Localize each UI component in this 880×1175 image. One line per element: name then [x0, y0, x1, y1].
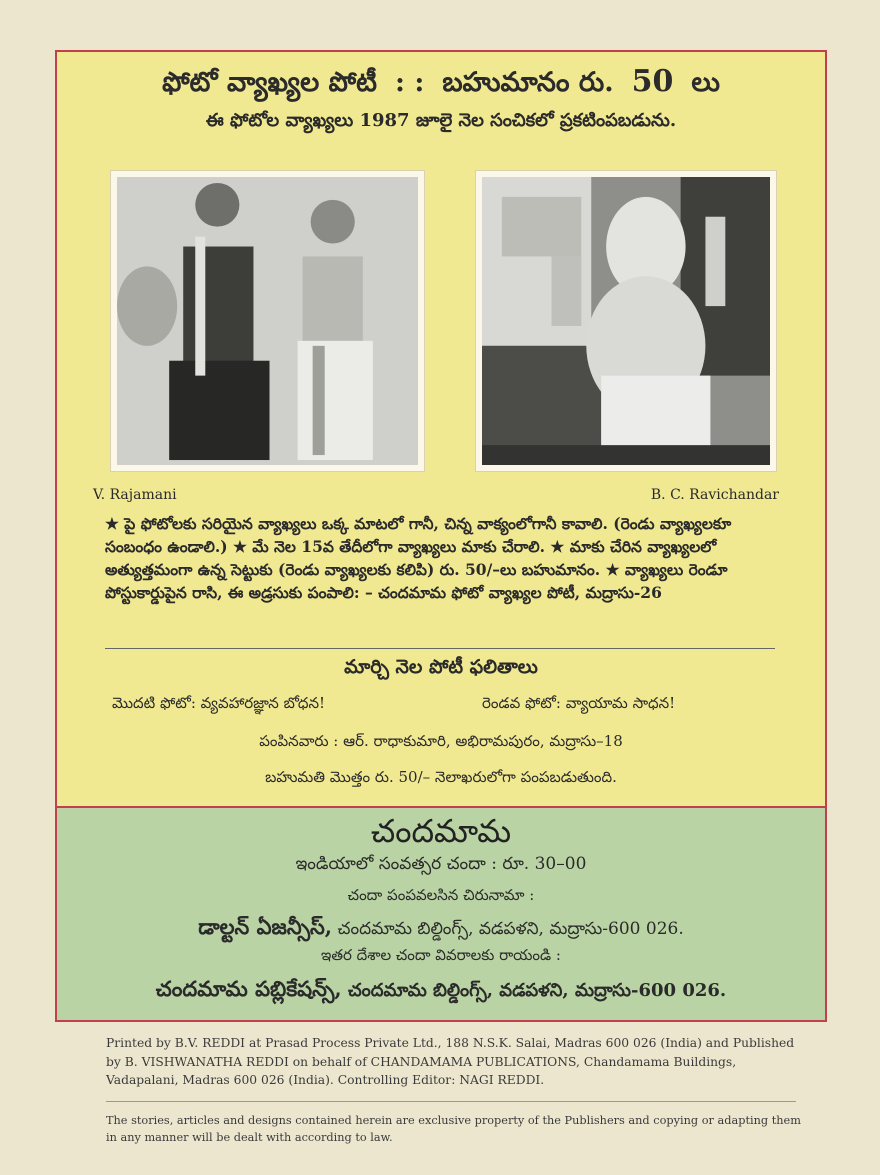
contest-panel	[55, 50, 827, 1022]
section-divider	[105, 648, 775, 649]
prize-unit: లు	[691, 67, 720, 98]
photo-children-image	[117, 177, 418, 465]
photo-children-costume	[110, 170, 425, 472]
agency-address: చందమామ బిల్డింగ్స్, వడపళని, మద్రాసు-600 026.	[337, 919, 684, 939]
first-photo-result: మొదటి ఫోటో: వ్యవహారజ్ఞాన బోధన!	[112, 694, 326, 712]
contest-subtitle: ఈ ఫోటోల వ్యాఖ్యలు 1987 జూలై నెల సంచికలో ప్రకటింపబడును.	[205, 110, 677, 131]
contest-instructions: ★ పై ఫోటోలకు సరియైన వ్యాఖ్యలు ఒక్క మాటలో గానీ, చిన్న వాక్యంలోగానీ కావాలి. (రెండు వ్యాఖ్యలకూ సంబంధం ఉండాలి.) ★ మే నెల 15వ తేదీలోగా వ్యాఖ్యలు మాకు చేరాలి. ★ మాకు చేరిన వ్యాఖ్యలలో అత్యుత్తమంగా ఉన్న సెట్టుకు (రెండు వ్యాఖ్యలకు కలిపి) రు. 50/–లు బహుమానం. ★ వ్యాఖ్యలు రెండూ పోస్టుకార్డుపైన రాసి, ఈ అడ్రసుకు పంపాలి: – చందమామ ఫోటో వ్యాఖ్యల పోటీ, మద్రాసు-26	[105, 514, 732, 602]
prize-label: బహుమానం రు.	[442, 67, 614, 98]
agency-name: డాల్టన్ ఏజన్సీస్,	[198, 914, 333, 939]
subscription-address-heading: చందా పంపవలసిన చిరునామా :	[347, 886, 535, 904]
publisher-address-line	[57, 976, 825, 1007]
foreign-subscription-heading: ఇతర దేశాల చందా వివరాలకు రాయండి :	[321, 946, 561, 964]
publisher-name: చందమామ పబ్లికేషన్స్,	[155, 976, 342, 1001]
agency-address-line	[57, 914, 825, 945]
india-subscription-rate: ఇండియాలో సంవత్సర చందా : రూ. 30–00	[295, 854, 587, 874]
publisher-address: చందమామ బిల్డింగ్స్, వడపళని, మద్రాసు-600 026.	[347, 980, 727, 1001]
footer-divider	[106, 1101, 796, 1102]
second-photo-result: రెండవ ఫోటో: వ్యాయామ సాధన!	[482, 694, 676, 712]
copyright-disclaimer: The stories, articles and designs contained herein are exclusive property of the Publishers and copying or adapting them in any manner will be dealt with according to law.	[106, 1114, 801, 1144]
photo-ganesha-image	[482, 177, 770, 465]
contest-title-row	[57, 64, 825, 105]
results-prize-note: బహుమతి మొత్తం రు. 50/– నెలాఖరులోగా పంపబడుతుంది.	[265, 768, 617, 786]
prize-amount: 50	[631, 64, 674, 99]
magazine-name: చందమామ	[370, 812, 512, 850]
photo-credit-right: B. C. Ravichandar	[650, 487, 779, 503]
subscription-panel	[57, 806, 825, 1020]
photo-ganesha-idol	[475, 170, 777, 472]
contest-title: ఫోటో వ్యాఖ్యల పోటీ	[162, 67, 377, 98]
title-separator: : :	[394, 67, 425, 98]
results-title: మార్చి నెల పోటీ ఫలితాలు	[344, 656, 538, 678]
photo-credit-left: V. Rajamani	[93, 487, 177, 503]
results-sender: పంపినవారు : ఆర్. రాధాకుమారి, అభిరామపురం, మద్రాసు–18	[259, 732, 623, 750]
printer-imprint: Printed by B.V. REDDI at Prasad Process Private Ltd., 188 N.S.K. Salai, Madras 600 026 (India) and Published by B. VISHWANATHA REDDI on behalf of CHANDAMAMA PUBLICATIONS, Chandamama Buildings, Vadapalani, Madras 600 026 (India). Controlling Editor: NAGI REDDI.	[106, 1036, 795, 1087]
